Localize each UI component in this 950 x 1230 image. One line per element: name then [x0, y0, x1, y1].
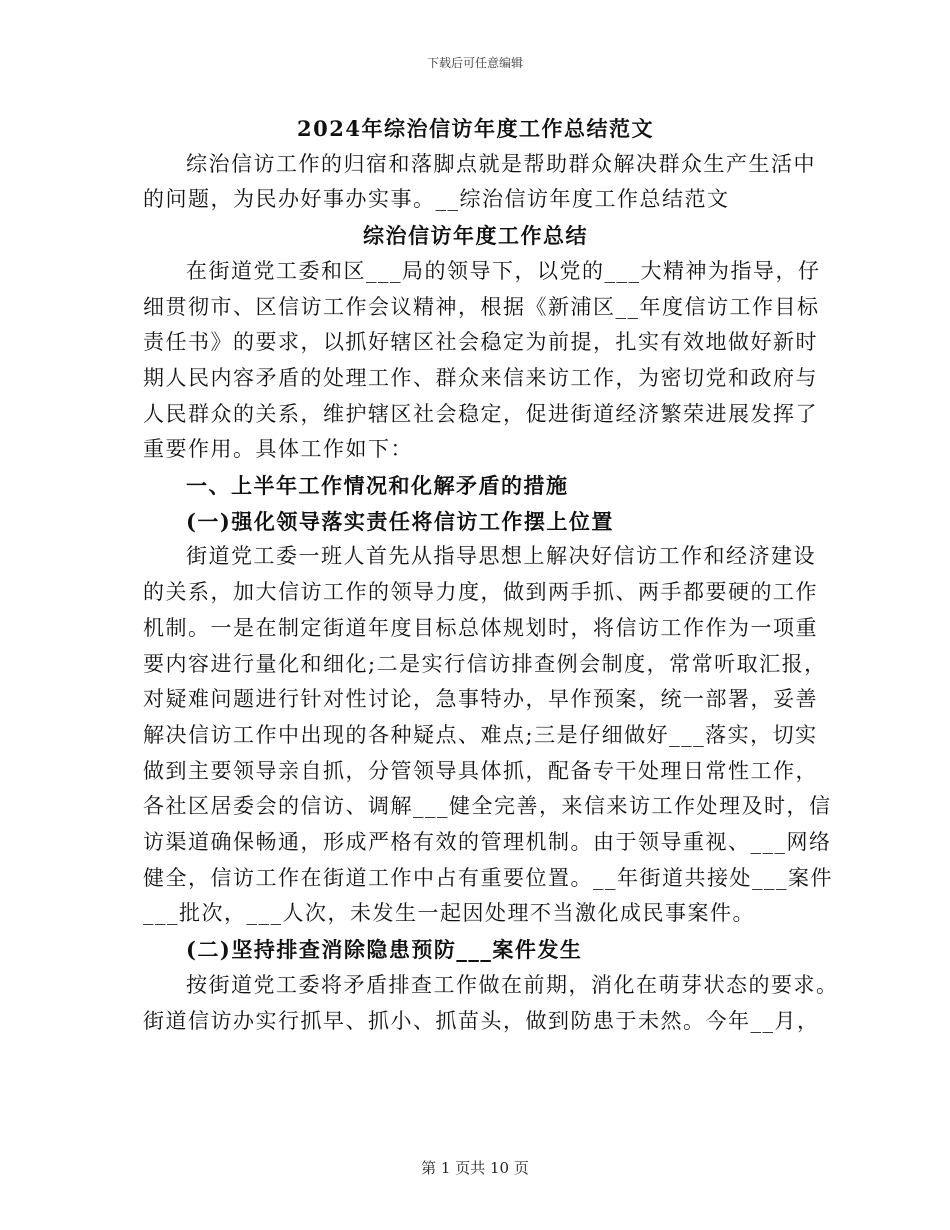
paragraph-line: 按街道党工委将矛盾排查工作做在前期，消化在萌芽状态的要求。 [186, 972, 839, 997]
paragraph-line: 人民群众的关系，维护辖区社会稳定，促进街道经济繁荣进展发挥了 [143, 401, 818, 426]
document-body [143, 111, 839, 1039]
paragraph-line: 期人民内容矛盾的处理工作、群众来信来访工作，为密切党和政府与 [143, 365, 818, 390]
section-heading: 一、上半年工作情况和化解矛盾的措施 [186, 473, 569, 499]
paragraph-line: 健全，信访工作在街道工作中占有重要位置。__年街道共接处___案件 [143, 865, 833, 890]
section-heading: (一)强化领导落实责任将信访工作摆上位置 [186, 508, 614, 534]
paragraph-line: 对疑难问题进行针对性讨论，急事特办，早作预案，统一部署，妥善 [143, 687, 818, 712]
paragraph-line: 的问题，为民办好事办实事。__综治信访年度工作总结范文 [143, 187, 730, 212]
paragraph-line: 解决信访工作中出现的各种疑点、难点;三是仔细做好___落实，切实 [143, 722, 818, 747]
paragraph-line: 的关系，加大信访工作的领导力度，做到两手抓、两手都要硬的工作 [143, 580, 818, 605]
paragraph-line: 机制。一是在制定街道年度目标总体规划时，将信访工作作为一项重 [143, 615, 818, 640]
paragraph-line: ___批次，___人次，未发生一起因处理不当激化成民事案件。 [143, 901, 755, 926]
paragraph-line: 各社区居委会的信访、调解___健全完善，来信来访工作处理及时，信 [143, 794, 832, 819]
paragraph-line: 重要作用。具体工作如下： [143, 437, 413, 462]
paragraph-line: 访渠道确保畅通，形成严格有效的管理机制。由于领导重视、___网络 [143, 830, 832, 855]
paragraph-line: 责任书》的要求，以抓好辖区社会稳定为前提，扎实有效地做好新时 [143, 330, 818, 355]
paragraph-line: 综治信访工作的归宿和落脚点就是帮助群众解决群众生产生活中 [186, 151, 816, 176]
page-footer: 第 1 页共 10 页 [421, 1159, 529, 1177]
section-heading: 综治信访年度工作总结 [363, 223, 588, 249]
paragraph-line: 细贯彻市、区信访工作会议精神，根据《新浦区__年度信访工作目标 [143, 294, 820, 319]
paragraph-line: 在街道党工委和区___局的领导下，以党的___大精神为指导，仔 [186, 258, 821, 283]
paragraph-line: 街道党工委一班人首先从指导思想上解决好信访工作和经济建设 [186, 544, 816, 569]
section-heading: (二)坚持排查消除隐患预防___案件发生 [186, 937, 583, 963]
page-header-note: 下载后可任意编辑 [426, 56, 523, 70]
paragraph-line: 街道信访办实行抓早、抓小、抓苗头，做到防患于未然。今年__月， [143, 1008, 820, 1033]
document-title: 2024年综治信访年度工作总结范文 [297, 116, 654, 141]
paragraph-line: 做到主要领导亲自抓，分管领导具体抓，配备专干处理日常性工作， [143, 758, 818, 783]
paragraph-line: 要内容进行量化和细化;二是实行信访排查例会制度，常常听取汇报， [143, 651, 827, 676]
